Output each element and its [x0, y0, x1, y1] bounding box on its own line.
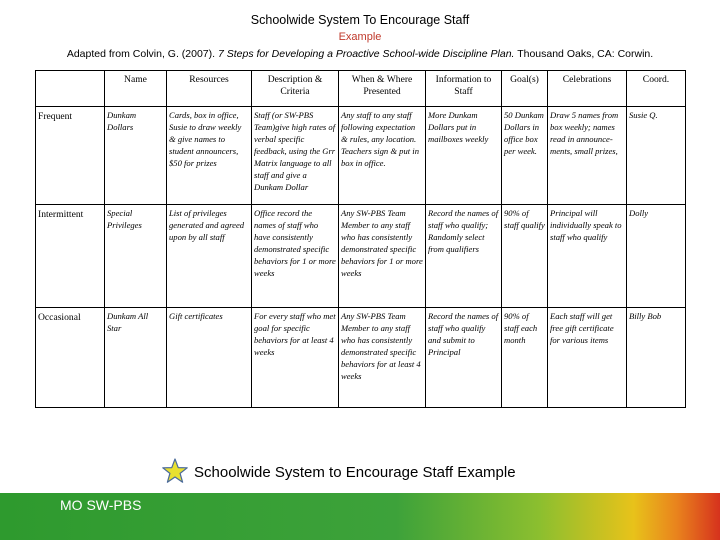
table-cell: Record the names of staff who qualify; Randomly select from qualifiers: [426, 205, 502, 308]
column-header: Celebrations: [548, 71, 627, 107]
table-cell: List of privileges generated and agreed upon by all staff: [167, 205, 252, 308]
table-cell: Draw 5 names from box weekly; names read in announce-ments, small prizes,: [548, 107, 627, 205]
brand-logo-text: MO SW-PBS: [60, 497, 142, 513]
table-cell: Any SW-PBS Team Member to any staff who has consistently demonstrated specific behaviors for at least 4 weeks: [339, 308, 426, 408]
page-subtitle: Example: [338, 31, 382, 43]
table-cell: Billy Bob: [627, 308, 686, 408]
row-label: Occasional: [36, 308, 105, 408]
column-header: Goal(s): [502, 71, 548, 107]
table-cell: Each staff will get free gift certificate for various items: [548, 308, 627, 408]
table-row: [36, 308, 686, 408]
column-header: Description & Criteria: [252, 71, 339, 107]
column-header: Resources: [167, 71, 252, 107]
staff-recognition-table: [35, 70, 686, 408]
column-header: Name: [105, 71, 167, 107]
table-cell: Dolly: [627, 205, 686, 308]
column-header: Coord.: [627, 71, 686, 107]
citation: [0, 48, 720, 61]
table-cell: 90% of staff qualify: [502, 205, 548, 308]
row-label: Intermittent: [36, 205, 105, 308]
table-cell: Any SW-PBS Team Member to any staff who has consistently demonstrated specific behaviors for 1 or more weeks: [339, 205, 426, 308]
table-cell: Any staff to any staff following expectation & rules, any location. Teachers sign & put in box in office.: [339, 107, 426, 205]
citation-publisher: Thousand Oaks, CA: Corwin.: [514, 48, 654, 60]
table-cell: For every staff who met goal for specific behaviors for at least 4 weeks: [252, 308, 339, 408]
table-cell: Gift certificates: [167, 308, 252, 408]
table-cell: Record the names of staff who qualify and submit to Principal: [426, 308, 502, 408]
table-header-row: [36, 71, 686, 107]
table-cell: Susie Q.: [627, 107, 686, 205]
table-cell: 90% of staff each month: [502, 308, 548, 408]
table-cell: Special Privileges: [105, 205, 167, 308]
table-cell: Dunkam All Star: [105, 308, 167, 408]
row-label: Frequent: [36, 107, 105, 205]
citation-author: Adapted from Colvin, G. (2007).: [66, 48, 218, 60]
table-cell: Principal will individually speak to staff who qualify: [548, 205, 627, 308]
table-row: [36, 205, 686, 308]
footer-caption: Schoolwide System to Encourage Staff Example: [194, 464, 516, 481]
column-header: When & Where Presented: [339, 71, 426, 107]
table-cell: Cards, box in office, Susie to draw weekly & give names to student announcers, $50 for prizes: [167, 107, 252, 205]
table-row: [36, 107, 686, 205]
table-corner-cell: [36, 71, 105, 107]
table-cell: 50 Dunkam Dollars in office box per week.: [502, 107, 548, 205]
table-cell: Dunkam Dollars: [105, 107, 167, 205]
page-title: Schoolwide System To Encourage Staff: [250, 13, 470, 27]
table-cell: Staff (or SW-PBS Team)give high rates of verbal specific feedback, using the Grr Matrix language to all staff and give a Dunkam Dollar: [252, 107, 339, 205]
table-cell: Office record the names of staff who have consistently demonstrated specific behaviors for 1 or more weeks: [252, 205, 339, 308]
citation-book-title: 7 Steps for Developing a Proactive School-wide Discipline Plan.: [217, 48, 515, 60]
table-cell: More Dunkam Dollars put in mailboxes weekly: [426, 107, 502, 205]
column-header: Information to Staff: [426, 71, 502, 107]
star-icon: [162, 458, 188, 484]
